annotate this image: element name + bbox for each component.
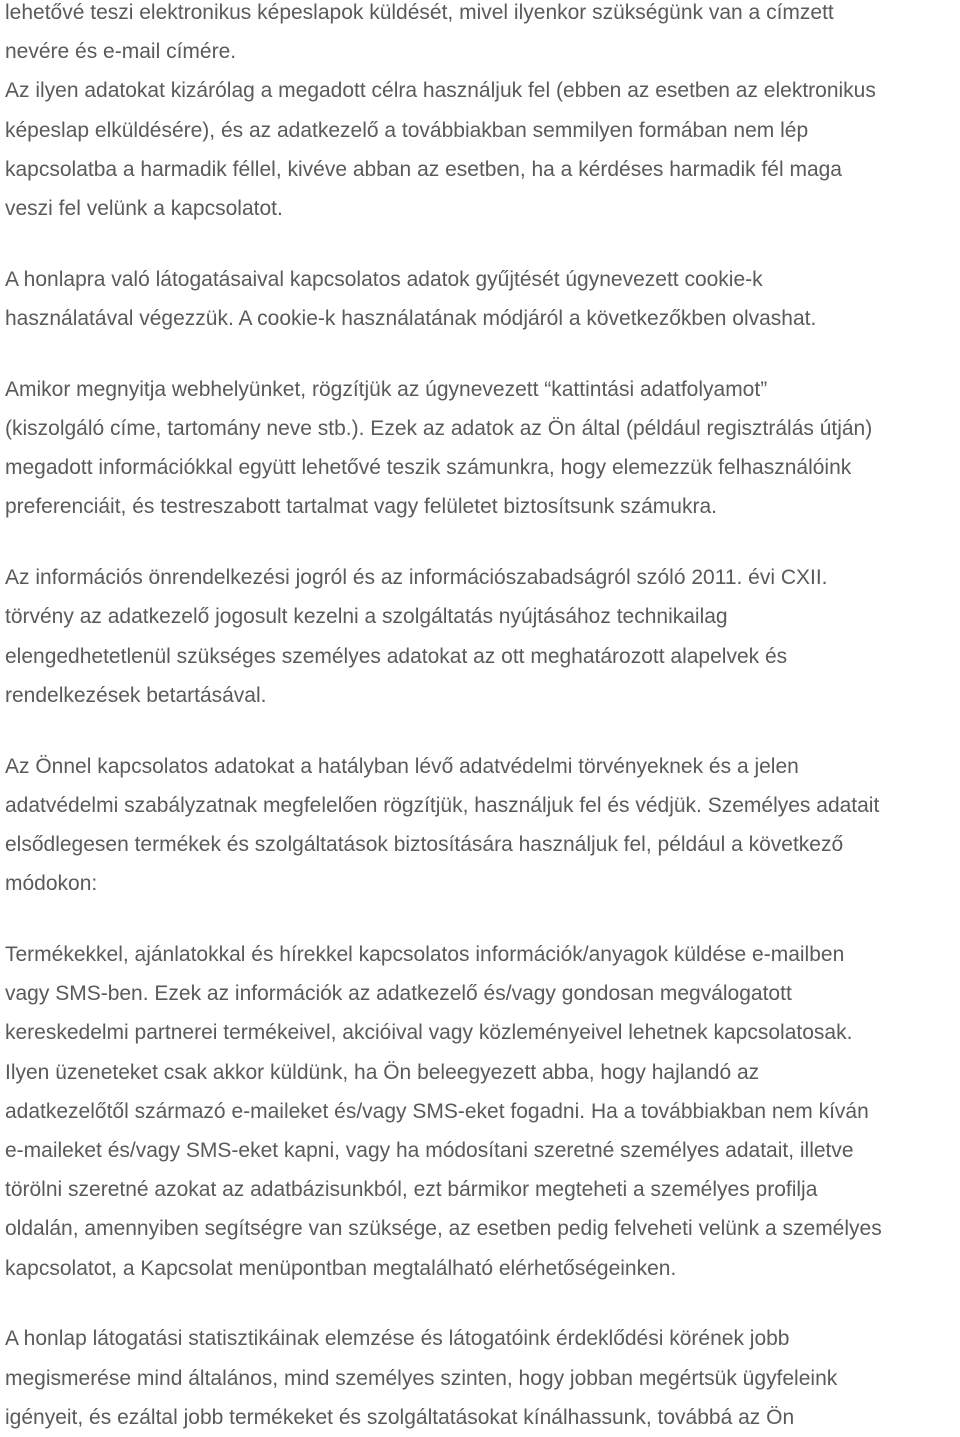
text-line: vagy SMS-ben. Ezek az információk az adatkezelő és/vagy gondosan megválogatott bbox=[5, 982, 792, 1006]
text-line: módokon: bbox=[5, 872, 98, 896]
text-line: elengedhetetlenül szükséges személyes adatokat az ott meghatározott alapelvek és bbox=[5, 644, 788, 668]
text-line: Az ilyen adatokat kizárólag a megadott célra használjuk fel (ebben az esetben az elektronikus bbox=[5, 79, 876, 103]
text-line: Ilyen üzeneteket csak akkor küldünk, ha Ön beleegyezett abba, hogy hajlandó az bbox=[5, 1060, 760, 1084]
text-line: adatvédelmi szabályzatnak megfelelően rögzítjük, használjuk fel és védjük. Személyes adatait bbox=[5, 793, 880, 817]
text-line: A honlapra való látogatásaival kapcsolatos adatok gyűjtését úgynevezett cookie-k bbox=[5, 267, 763, 291]
text-line: törvény az adatkezelő jogosult kezelni a szolgáltatás nyújtásához technikailag bbox=[5, 605, 728, 629]
text-line: képeslap elküldésére), és az adatkezelő a továbbiakban semmilyen formában nem lép bbox=[5, 118, 809, 142]
text-line: rendelkezések betartásával. bbox=[5, 683, 267, 707]
text-line: adatkezelőtől származó e-maileket és/vagy SMS-eket fogadni. Ha a továbbiakban nem kíván bbox=[5, 1099, 869, 1123]
text-line: kapcsolatot, a Kapcsolat menüpontban megtalálható elérhetőségeinken. bbox=[5, 1256, 677, 1280]
text-line: használatával végezzük. A cookie-k használatának módjáról a következőkben olvashat. bbox=[5, 307, 817, 331]
text-line: (kiszolgáló címe, tartomány neve stb.). Ezek az adatok az Ön által (például regisztrálás útján) bbox=[5, 417, 873, 441]
text-line: oldalán, amennyiben segítségre van szüksége, az esetben pedig felveheti velünk a személyes bbox=[5, 1217, 882, 1241]
text-line: A honlap látogatási statisztikáinak elemzése és látogatóink érdeklődési körének jobb bbox=[5, 1327, 790, 1351]
paragraph-statistics bbox=[5, 1319, 960, 1437]
paragraph-data-usage bbox=[5, 747, 960, 904]
text-line: kereskedelmi partnerei termékeivel, akcióival vagy közleményeivel lehetnek kapcsolatosak. bbox=[5, 1021, 853, 1045]
text-line: Amikor megnyitja webhelyünket, rögzítjük az úgynevezett “kattintási adatfolyamot” bbox=[5, 377, 768, 401]
text-line: megismerése mind általános, mind személyes szinten, hogy jobban megértsük ügyfeleink bbox=[5, 1366, 838, 1390]
text-line: preferenciáit, és testreszabott tartalmat vagy felületet biztosítsunk számukra. bbox=[5, 495, 717, 519]
text-line: Termékekkel, ajánlatokkal és hírekkel kapcsolatos információk/anyagok küldése e-mailben bbox=[5, 943, 845, 967]
text-line: e-maileket és/vagy SMS-eket kapni, vagy ha módosítani szeretné személyes adatait, illetve bbox=[5, 1139, 854, 1163]
text-line: elsődlegesen termékek és szolgáltatások biztosítására használjuk fel, például a következő bbox=[5, 833, 844, 857]
text-line: nevére és e-mail címére. bbox=[5, 40, 237, 64]
paragraph-postcard-data bbox=[5, 0, 960, 228]
text-line: törölni szeretné azokat az adatbázisunkból, ezt bármikor megteheti a személyes profilja bbox=[5, 1178, 818, 1202]
paragraph-cookies bbox=[5, 260, 960, 338]
text-line: lehetővé teszi elektronikus képeslapok küldését, mivel ilyenkor szükségünk van a címzett bbox=[5, 1, 834, 24]
paragraph-legal-basis bbox=[5, 558, 960, 715]
paragraph-clickstream bbox=[5, 370, 960, 527]
text-line: igényeit, és ezáltal jobb termékeket és szolgáltatásokat kínálhassunk, továbbá az Ön bbox=[5, 1405, 795, 1429]
text-line: Az Önnel kapcsolatos adatokat a hatályban lévő adatvédelmi törvényeknek és a jelen bbox=[5, 754, 799, 778]
text-line: veszi fel velünk a kapcsolatot. bbox=[5, 197, 283, 221]
paragraph-marketing-messages bbox=[5, 935, 960, 1288]
text-line: Az információs önrendelkezési jogról és az információszabadságról szóló 2011. évi CXII. bbox=[5, 566, 828, 590]
document-body bbox=[5, 0, 960, 1437]
text-line: kapcsolatba a harmadik féllel, kivéve abban az esetben, ha a kérdéses harmadik fél maga bbox=[5, 157, 842, 181]
text-line: megadott információkkal együtt lehetővé teszik számunkra, hogy elemezzük felhasználóink bbox=[5, 456, 852, 480]
